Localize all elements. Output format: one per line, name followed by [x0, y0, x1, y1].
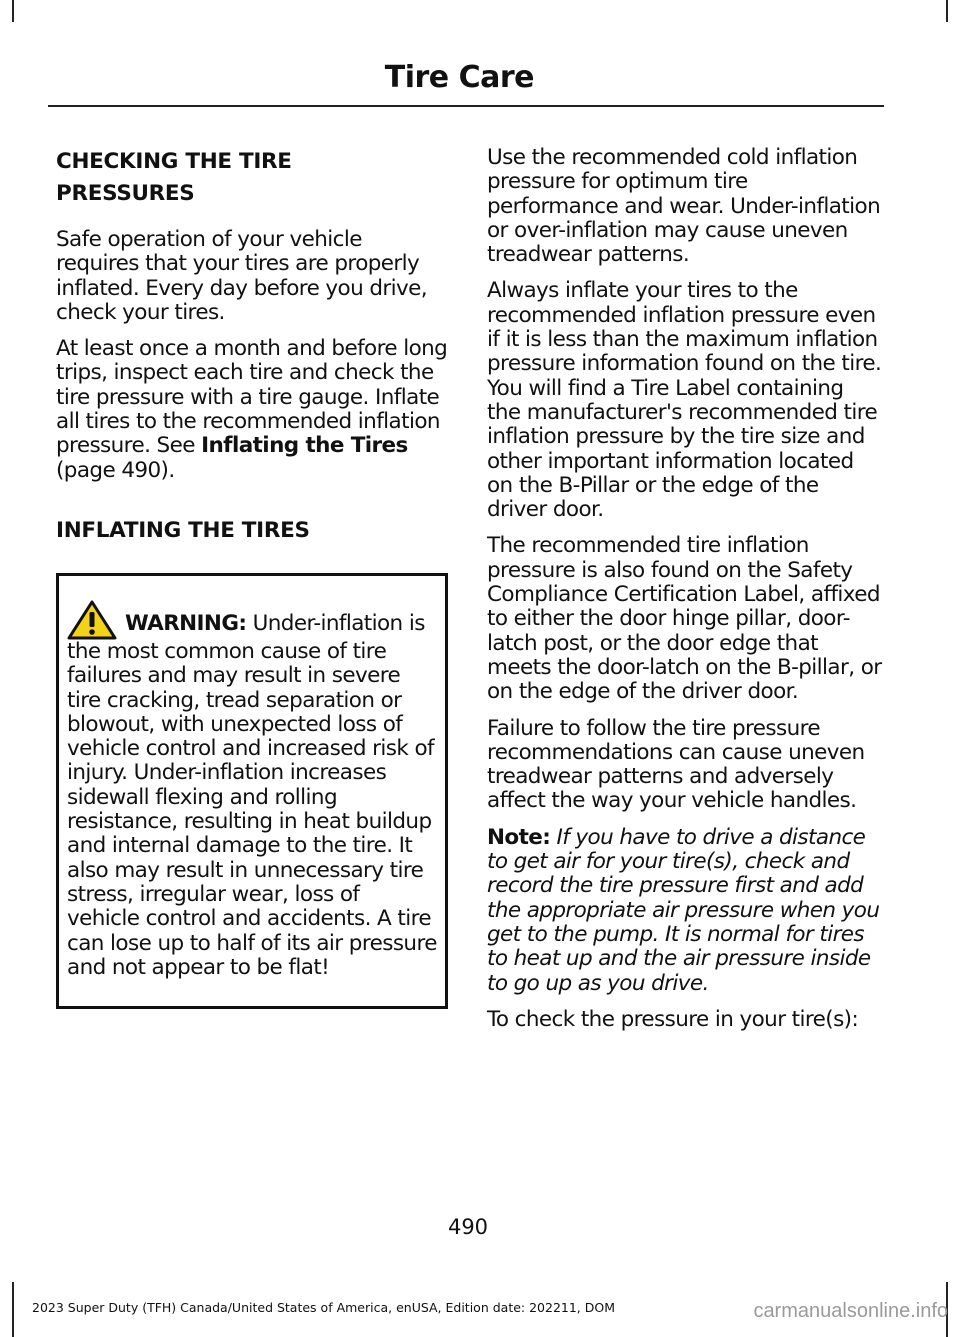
warning-triangle-icon [67, 600, 117, 640]
section-heading-inflating: INFLATING THE TIRES [56, 517, 310, 543]
paragraph-monthly-check [56, 337, 448, 483]
crop-mark-bottom-left [12, 1282, 14, 1337]
heading-line-2: PRESSURES [56, 181, 195, 206]
heading-line-1: CHECKING THE TIRE [56, 149, 292, 174]
right-column [487, 146, 882, 1032]
page-title: Tire Care [384, 60, 534, 95]
cross-reference-link[interactable]: Inflating the Tires [201, 433, 408, 459]
left-column [56, 146, 448, 1009]
paragraph-cold-inflation: Use the recommended cold inflation pressure for optimum tire performance and wear. Under-inflation or over-inflation may cause uneven treadwear patterns. [487, 145, 881, 268]
warning-paragraph [67, 600, 437, 980]
paragraph-to-check-pressure: To check the pressure in your tire(s): [487, 1006, 859, 1032]
warning-box [56, 573, 448, 1009]
note-paragraph [487, 826, 882, 996]
paragraph-monthly-check-lead: At least once a month and before long trips, inspect each tire and check the tire pressure with a tire gauge. Inflate all tires to the recommended inflation pressure. See [56, 336, 448, 459]
paragraph-safe-operation: Safe operation of your vehicle requires that your tires are properly inflated. Every day before you drive, check your tires. [56, 227, 428, 325]
watermark: carmanualsonline.info [753, 1300, 948, 1322]
header-divider [48, 105, 884, 107]
paragraph-always-inflate: Always inflate your tires to the recommended inflation pressure even if it is less than the maximum inflation pressure information found on the tire. You will find a Tire Label containing the manufacturer's recommended tire inflation pressure by the tire size and other important information located on the B-Pillar or the edge of the driver door. [487, 278, 882, 523]
paragraph-monthly-check-tail: (page 490). [56, 457, 175, 483]
warning-label: WARNING: [125, 610, 247, 636]
note-label: Note: [487, 824, 551, 850]
edition-footer: 2023 Super Duty (TFH) Canada/United States of America, enUSA, Edition date: 202211, DOM [32, 1300, 616, 1315]
paragraph-certification-label: The recommended tire inflation pressure is also found on the Safety Compliance Certification Label, affixed to either the door hinge pillar, door-latch post, or the door edge that meets the door-latch on the B-pillar, or on the edge of the driver door. [487, 533, 882, 705]
crop-mark-top-left [12, 0, 14, 22]
page-number: 490 [447, 1215, 489, 1239]
crop-mark-top-right [946, 0, 948, 22]
warning-text: Under-inflation is the most common cause of tire failures and may result in severe tire cracking, tread separation or blowout, with unexpected loss of vehicle control and increased risk of injury. Under-inflation increases sidewall flexing and rolling resistance, resulting in heat buildup and internal damage to the tire. It also may result in unnecessary tire stress, irregular wear, loss of vehicle control and accidents. A tire can lose up to half of its air pressure and not appear to be flat! [67, 610, 437, 980]
paragraph-failure-to-follow: Failure to follow the tire pressure recommendations can cause uneven treadwear patterns and adversely affect the way your vehicle handles. [487, 715, 865, 814]
section-heading-checking [56, 146, 448, 210]
note-text: If you have to drive a distance to get air for your tire(s), check and record the tire pressure first and add the appropriate air pressure when you get to the pump. It is normal for tires to heat up and the air pressure inside to go up as you drive. [487, 824, 880, 996]
